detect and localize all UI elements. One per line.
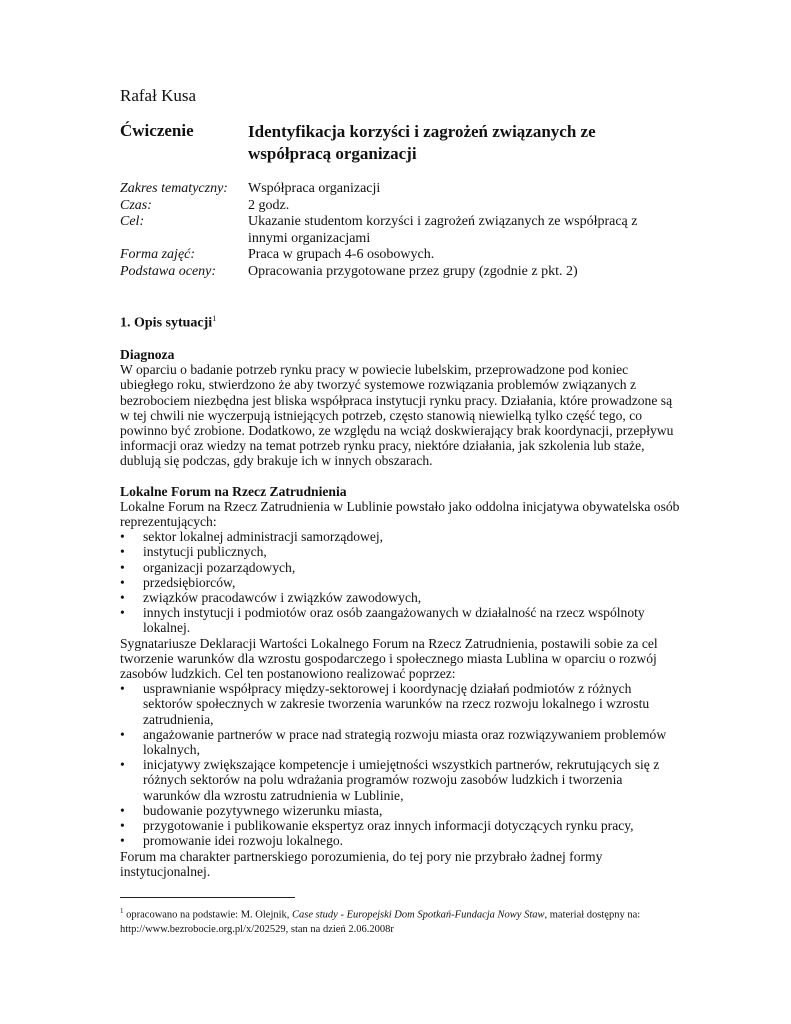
forum-goal-paragraph: Sygnatariusze Deklaracji Wartości Lokalnego Forum na Rzecz Zatrudnienia, postawili sobie za cel tworzenie warunków dla wzrostu gospodarczego i społecznego miasta Lublina w oparciu o rozwój zasobów ludzkich. Cel ten postanowiono realizować poprzez: bbox=[120, 635, 658, 682]
list-item: • inicjatywy zwiększające kompetencje i umiejętności wszystkich partnerów, rekrutujących się z różnych sektorów na polu wdrażania programów rozwoju zasobów ludzkich i tworzenia warunków dla wzrostu zatrudnienia w Lublinie, bbox=[120, 757, 680, 803]
forum-heading: Lokalne Forum na Rzecz Zatrudnienia bbox=[120, 483, 347, 499]
list-item: • angażowanie partnerów w prace nad strategią rozwoju miasta oraz rozwiązywaniem problemów lokalnych, bbox=[120, 727, 680, 757]
list-item: • organizacji pozarządowych, bbox=[120, 560, 680, 575]
section-heading bbox=[120, 314, 216, 332]
list-item: • sektor lokalnej administracji samorządowej, bbox=[120, 529, 680, 544]
meta-value: Współpraca organizacji bbox=[248, 181, 381, 196]
exercise-meta bbox=[120, 181, 668, 280]
meta-row-scope bbox=[120, 181, 668, 198]
meta-value: 2 godz. bbox=[248, 197, 290, 213]
footnote-prefix: opracowano na podstawie: M. Olejnik, bbox=[126, 909, 293, 921]
meta-row-grading bbox=[120, 264, 668, 281]
list-item: • związków pracodawców i związków zawodowych, bbox=[120, 590, 680, 605]
list-item: • promowanie idei rozwoju lokalnego. bbox=[120, 833, 680, 848]
meta-value: Opracowania przygotowane przez grupy (zgodnie z pkt. 2) bbox=[248, 263, 578, 279]
list-item: • usprawnianie współpracy między-sektorowej i koordynację działań podmiotów z różnych sektorów społecznych w zakresie tworzenia warunków na rzecz rozwoju lokalnego i wzrostu zatrudnienia, bbox=[120, 681, 680, 727]
forum-members-list bbox=[120, 529, 680, 635]
meta-value: Praca w grupach 4-6 osobowych. bbox=[248, 247, 435, 262]
forum-actions-list bbox=[120, 681, 680, 848]
forum-closing-paragraph: Forum ma charakter partnerskiego porozumienia, do tej pory nie przybrało żadnej formy instytucjonalnej. bbox=[120, 848, 603, 879]
exercise-title: Identyfikacja korzyści i zagrożeń związanych ze współpracą organizacji bbox=[248, 122, 596, 163]
meta-row-time bbox=[120, 198, 668, 215]
meta-key: Podstawa oceny: bbox=[120, 263, 217, 279]
list-item: • przygotowanie i publikowanie ekspertyz oraz innych informacji dotyczących rynku pracy, bbox=[120, 818, 680, 833]
footnote-divider bbox=[120, 897, 295, 898]
meta-row-form bbox=[120, 247, 668, 264]
diagnosis-paragraph: W oparciu o badanie potrzeb rynku pracy w powiecie lubelskim, przeprowadzone pod koniec ubiegłego roku, stwierdzono że aby tworzyć systemowe rozwiązania problemów związanych z bezrobociem niezbędna jest bliska współpraca instytucji rynku pracy. Działania, które prowadzone są w tej chwili nie wyczerpują istniejących potrzeb, często stanowią niewielką tylko część tego, co powinno być zrobione. Dodatkowo, ze względu na wciąż doskwierający brak koordynacji, przepływu informacji oraz wiedzy na temat potrzeb rynku pracy, niektóre działania, jak szkolenia lub staże, dublują się podczas, gdy brakuje ich w innych obszarach. bbox=[120, 362, 674, 469]
footnote-source-title: Case study - Europejski Dom Spotkań-Fundacja Nowy Staw bbox=[292, 909, 545, 921]
exercise-label: Ćwiczenie bbox=[120, 121, 194, 140]
list-item: • budowanie pozytywnego wizerunku miasta, bbox=[120, 803, 680, 818]
author-name: Rafał Kusa bbox=[120, 86, 197, 105]
list-item: • innych instytucji i podmiotów oraz osób zaangażowanych w działalność na rzecz wspólnoty lokalnej. bbox=[120, 605, 680, 635]
list-item: • instytucji publicznych, bbox=[120, 544, 680, 559]
meta-value: Ukazanie studentom korzyści i zagrożeń związanych ze współpracą z innymi organizacjami bbox=[248, 214, 638, 246]
meta-key: Czas: bbox=[120, 197, 152, 213]
footnote-suffix: , materiał dostępny na: http://www.bezrobocie.org.pl/x/202529, stan na dzień 2.06.2008r bbox=[120, 909, 641, 935]
section-heading-text: 1. Opis sytuacji bbox=[120, 315, 213, 331]
diagnosis-heading: Diagnoza bbox=[120, 347, 175, 362]
meta-key: Cel: bbox=[120, 214, 145, 229]
footnote-number: 1 bbox=[120, 907, 124, 915]
meta-key: Zakres tematyczny: bbox=[120, 181, 228, 196]
forum-intro: Lokalne Forum na Rzecz Zatrudnienia w Lublinie powstało jako oddolna inicjatywa obywatelska osób reprezentujących: bbox=[120, 498, 680, 530]
footnote-ref[interactable]: 1 bbox=[212, 314, 217, 323]
list-item: • przedsiębiorców, bbox=[120, 575, 680, 590]
meta-key: Forma zajęć: bbox=[120, 247, 196, 262]
footnote bbox=[120, 904, 680, 937]
section-content bbox=[120, 347, 680, 879]
meta-row-goal bbox=[120, 214, 668, 247]
